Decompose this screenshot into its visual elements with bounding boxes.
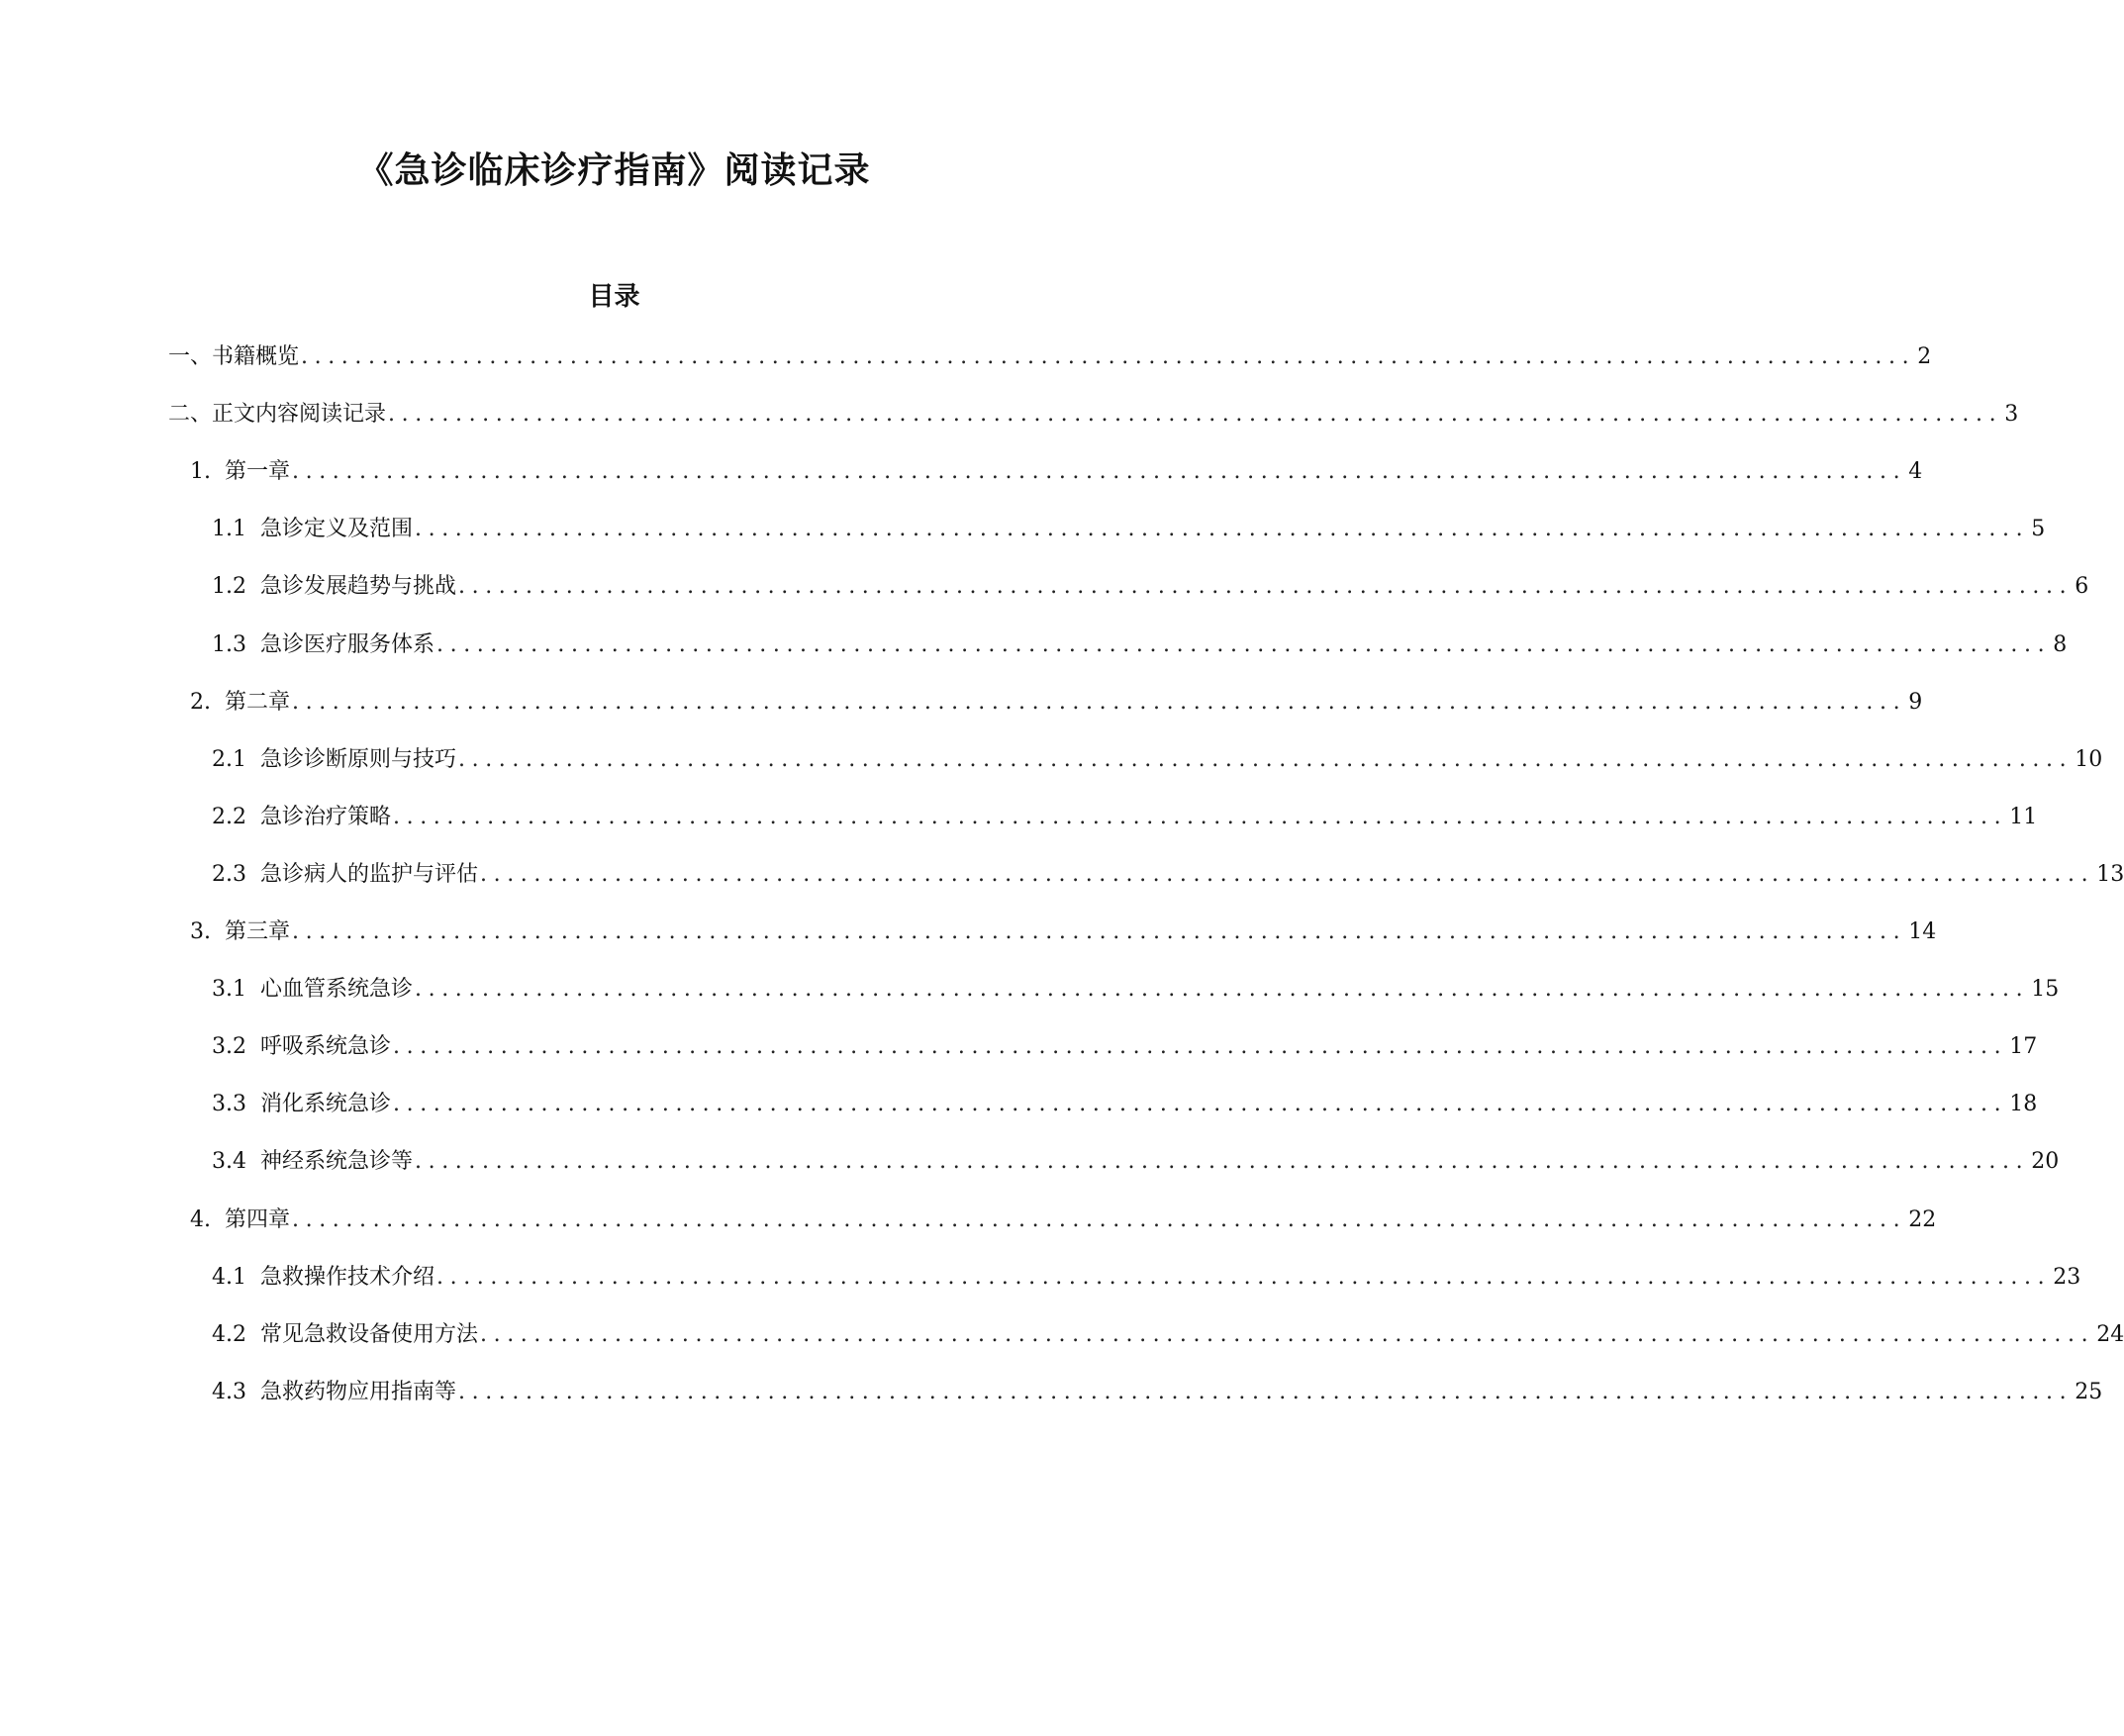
toc-entry-label: 急救药物应用指南等 xyxy=(260,1380,457,1404)
toc-dot-leader: ........................................................................................................................ xyxy=(415,517,2030,541)
toc-dot-leader: ........................................................................................................................ xyxy=(415,1149,2030,1174)
toc-entry-number: 1.2 xyxy=(212,574,246,599)
toc-entry[interactable] xyxy=(212,1145,2060,1179)
toc-dot-leader: ........................................................................................................................ xyxy=(480,862,2095,887)
toc-entry-number: 3.3 xyxy=(212,1092,246,1116)
toc-entry-number: 1.1 xyxy=(212,517,246,541)
toc-entry-label: 急诊医疗服务体系 xyxy=(260,632,435,657)
toc-entry[interactable] xyxy=(168,398,2019,432)
toc-entry-number: 3. xyxy=(190,919,211,944)
toc-page-number: 20 xyxy=(2031,1149,2060,1174)
toc-page-number: 22 xyxy=(1908,1207,1937,1232)
toc-page-number: 25 xyxy=(2075,1380,2103,1404)
toc-heading: 目录 xyxy=(588,282,640,312)
toc-entry-number: 4.1 xyxy=(212,1265,246,1290)
toc-page-number: 9 xyxy=(1908,690,1923,715)
toc-entry-label: 消化系统急诊 xyxy=(260,1092,392,1116)
toc-entry-label: 第二章 xyxy=(225,690,291,715)
toc-dot-leader: ........................................................................................................................ xyxy=(301,344,1916,369)
toc-page-number: 13 xyxy=(2096,862,2124,887)
toc-dot-leader: ........................................................................................................................ xyxy=(415,977,2030,1002)
toc-entry[interactable] xyxy=(190,1204,1937,1237)
toc-dot-leader: ........................................................................................................................ xyxy=(292,919,1907,944)
toc-dot-leader: ........................................................................................................................ xyxy=(292,690,1907,715)
toc-entry[interactable] xyxy=(190,916,1937,949)
toc-entry-label: 第四章 xyxy=(225,1207,291,1232)
toc-entry-number: 1. xyxy=(190,459,211,484)
toc-page-number: 17 xyxy=(2009,1034,2038,1059)
toc-dot-leader: ........................................................................................................................ xyxy=(436,632,2052,657)
toc-page-number: 23 xyxy=(2053,1265,2081,1290)
toc-dot-leader: ........................................................................................................................ xyxy=(292,459,1907,484)
toc-entry-label: 急诊诊断原则与技巧 xyxy=(260,747,457,772)
toc-entry-number: 1.3 xyxy=(212,632,246,657)
toc-entry-number: 3.4 xyxy=(212,1149,246,1174)
toc-entry-label: 呼吸系统急诊 xyxy=(260,1034,392,1059)
toc-entry-label: 急诊治疗策略 xyxy=(260,805,392,829)
toc-entry-number: 2. xyxy=(190,690,211,715)
toc-entry-number: 4. xyxy=(190,1207,211,1232)
toc-page-number: 11 xyxy=(2009,805,2038,829)
toc-dot-leader: ........................................................................................................................ xyxy=(458,747,2074,772)
toc-entry-label: 二、正文内容阅读记录 xyxy=(168,402,387,427)
toc-page-number: 3 xyxy=(2004,402,2019,427)
toc-page-number: 2 xyxy=(1917,344,1932,369)
toc-dot-leader: ........................................................................................................................ xyxy=(458,574,2074,599)
toc-entry[interactable] xyxy=(212,1318,2124,1352)
toc-entry-number: 4.3 xyxy=(212,1380,246,1404)
document-title: 《急诊临床诊疗指南》阅读记录 xyxy=(357,150,871,191)
toc-entry[interactable] xyxy=(212,513,2046,546)
toc-entry-label: 心血管系统急诊 xyxy=(260,977,414,1002)
toc-dot-leader: ........................................................................................................................ xyxy=(292,1207,1907,1232)
toc-entry-label: 急救操作技术介绍 xyxy=(260,1265,435,1290)
toc-entry-number: 3.2 xyxy=(212,1034,246,1059)
toc-entry[interactable] xyxy=(190,686,1923,720)
toc-page-number: 18 xyxy=(2009,1092,2038,1116)
toc-dot-leader: ........................................................................................................................ xyxy=(393,805,2008,829)
toc-dot-leader: ........................................................................................................................ xyxy=(480,1322,2095,1347)
toc-entry-label: 第一章 xyxy=(225,459,291,484)
toc-page-number: 14 xyxy=(1908,919,1937,944)
toc-entry-number: 2.3 xyxy=(212,862,246,887)
toc-entry[interactable] xyxy=(212,743,2103,777)
toc-entry[interactable] xyxy=(212,973,2060,1007)
toc-entry[interactable] xyxy=(190,455,1923,489)
toc-entry-label: 神经系统急诊等 xyxy=(260,1149,414,1174)
toc-entry-label: 急诊发展趋势与挑战 xyxy=(260,574,457,599)
toc-entry-number: 2.2 xyxy=(212,805,246,829)
toc-entry[interactable] xyxy=(212,1376,2103,1409)
toc-entry[interactable] xyxy=(212,1030,2038,1064)
toc-entry-label: 一、书籍概览 xyxy=(168,344,300,369)
toc-entry-number: 4.2 xyxy=(212,1322,246,1347)
toc-entry[interactable] xyxy=(212,628,2068,662)
toc-entry-number: 2.1 xyxy=(212,747,246,772)
toc-page-number: 10 xyxy=(2075,747,2103,772)
toc-dot-leader: ........................................................................................................................ xyxy=(458,1380,2074,1404)
toc-entry-label: 急诊定义及范围 xyxy=(260,517,414,541)
toc-page-number: 24 xyxy=(2096,1322,2124,1347)
toc-dot-leader: ........................................................................................................................ xyxy=(436,1265,2052,1290)
toc-entry-label: 第三章 xyxy=(225,919,291,944)
toc-entry-label: 急诊病人的监护与评估 xyxy=(260,862,479,887)
toc-entry[interactable] xyxy=(212,858,2124,892)
toc-entry[interactable] xyxy=(168,340,1932,374)
toc-entry-label: 常见急救设备使用方法 xyxy=(260,1322,479,1347)
toc-dot-leader: ........................................................................................................................ xyxy=(388,402,2003,427)
toc-dot-leader: ........................................................................................................................ xyxy=(393,1034,2008,1059)
toc-entry[interactable] xyxy=(212,570,2089,604)
toc-page-number: 15 xyxy=(2031,977,2060,1002)
toc-page-number: 4 xyxy=(1908,459,1923,484)
toc-entry[interactable] xyxy=(212,1261,2081,1295)
toc-page-number: 5 xyxy=(2031,517,2046,541)
toc-page-number: 8 xyxy=(2053,632,2068,657)
toc-entry[interactable] xyxy=(212,1088,2038,1121)
toc-entry-number: 3.1 xyxy=(212,977,246,1002)
toc-page-number: 6 xyxy=(2075,574,2089,599)
toc-dot-leader: ........................................................................................................................ xyxy=(393,1092,2008,1116)
toc-entry[interactable] xyxy=(212,801,2038,834)
